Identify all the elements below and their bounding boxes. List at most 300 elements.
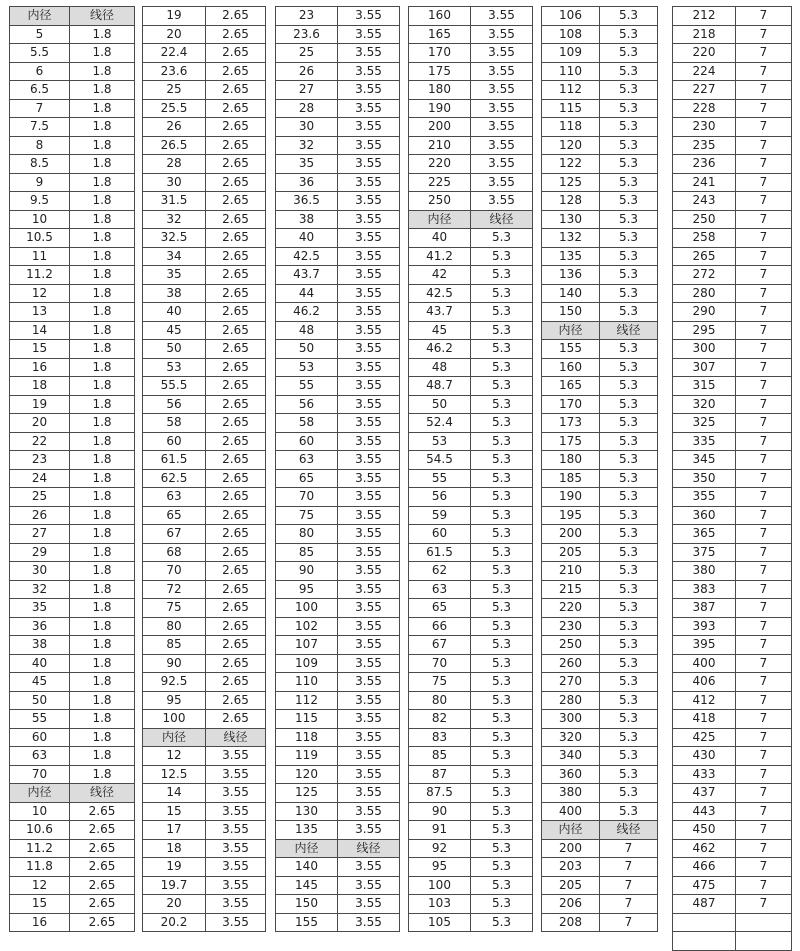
wire-diameter-cell: 5.3 — [600, 543, 658, 562]
table-row — [276, 562, 400, 581]
inner-diameter-cell: 23 — [276, 7, 338, 26]
wire-diameter-cell: 2.65 — [206, 99, 266, 118]
wire-diameter-cell: 2.65 — [206, 118, 266, 137]
table-row — [673, 728, 792, 747]
header-row — [542, 321, 658, 340]
inner-diameter-cell: 55 — [10, 710, 70, 729]
inner-diameter-cell: 375 — [673, 543, 736, 562]
wire-diameter-cell: 7 — [736, 636, 792, 655]
wire-diameter-cell: 3.55 — [471, 25, 533, 44]
inner-diameter-cell: 30 — [10, 562, 70, 581]
header-wire-diameter: 线径 — [70, 7, 135, 26]
inner-diameter-cell: 437 — [673, 784, 736, 803]
wire-diameter-cell: 1.8 — [70, 451, 135, 470]
inner-diameter-cell: 42.5 — [276, 247, 338, 266]
wire-diameter-cell: 7 — [736, 395, 792, 414]
table-row — [10, 469, 135, 488]
table-row — [542, 599, 658, 618]
wire-diameter-cell — [736, 913, 792, 932]
table-row — [276, 303, 400, 322]
header-wire-diameter: 线径 — [600, 321, 658, 340]
table-row — [673, 155, 792, 174]
wire-diameter-cell: 3.55 — [206, 839, 266, 858]
table-row — [542, 691, 658, 710]
table-row — [673, 488, 792, 507]
wire-diameter-cell: 1.8 — [70, 562, 135, 581]
table-row — [10, 580, 135, 599]
table-row — [276, 599, 400, 618]
table-row — [673, 617, 792, 636]
inner-diameter-cell: 67 — [409, 636, 471, 655]
wire-diameter-cell: 1.8 — [70, 303, 135, 322]
inner-diameter-cell: 60 — [409, 525, 471, 544]
inner-diameter-cell: 320 — [673, 395, 736, 414]
table-row — [276, 488, 400, 507]
table-row — [10, 654, 135, 673]
inner-diameter-cell: 10 — [10, 210, 70, 229]
inner-diameter-cell: 150 — [276, 895, 338, 914]
table-row — [409, 340, 533, 359]
inner-diameter-cell: 128 — [542, 192, 600, 211]
inner-diameter-cell: 280 — [673, 284, 736, 303]
header-inner-diameter: 内径 — [10, 784, 70, 803]
wire-diameter-cell: 5.3 — [600, 802, 658, 821]
table-row — [542, 654, 658, 673]
table-row — [409, 580, 533, 599]
table-row — [673, 747, 792, 766]
inner-diameter-cell: 100 — [143, 710, 206, 729]
wire-diameter-cell: 5.3 — [471, 784, 533, 803]
wire-diameter-cell: 7 — [736, 839, 792, 858]
inner-diameter-cell: 130 — [542, 210, 600, 229]
table-row — [143, 784, 266, 803]
wire-diameter-cell: 2.65 — [206, 173, 266, 192]
wire-diameter-cell: 5.3 — [471, 229, 533, 248]
inner-diameter-cell: 210 — [542, 562, 600, 581]
table-row — [542, 710, 658, 729]
table-row — [143, 155, 266, 174]
table-row — [673, 932, 792, 951]
inner-diameter-cell: 95 — [409, 858, 471, 877]
inner-diameter-cell: 136 — [542, 266, 600, 285]
inner-diameter-cell: 383 — [673, 580, 736, 599]
inner-diameter-cell: 87.5 — [409, 784, 471, 803]
wire-diameter-cell: 1.8 — [70, 654, 135, 673]
inner-diameter-cell: 425 — [673, 728, 736, 747]
wire-diameter-cell: 7 — [736, 247, 792, 266]
wire-diameter-cell: 7 — [736, 562, 792, 581]
wire-diameter-cell: 5.3 — [471, 728, 533, 747]
table-row — [409, 395, 533, 414]
wire-diameter-cell: 7 — [736, 858, 792, 877]
wire-diameter-cell: 5.3 — [600, 784, 658, 803]
wire-diameter-cell: 1.8 — [70, 284, 135, 303]
inner-diameter-cell: 54.5 — [409, 451, 471, 470]
table-row — [10, 876, 135, 895]
table-row — [10, 895, 135, 914]
inner-diameter-cell: 70 — [143, 562, 206, 581]
table-row — [276, 247, 400, 266]
table-row — [10, 858, 135, 877]
table-row — [10, 284, 135, 303]
table-row — [10, 414, 135, 433]
wire-diameter-cell: 5.3 — [471, 469, 533, 488]
table-row — [143, 488, 266, 507]
table-row — [143, 7, 266, 26]
wire-diameter-cell: 7 — [736, 821, 792, 840]
inner-diameter-cell: 205 — [542, 543, 600, 562]
header-row — [143, 728, 266, 747]
table-row — [673, 784, 792, 803]
wire-diameter-cell: 7 — [736, 44, 792, 63]
inner-diameter-cell: 95 — [276, 580, 338, 599]
table-row — [10, 210, 135, 229]
inner-diameter-cell: 290 — [673, 303, 736, 322]
inner-diameter-cell — [673, 913, 736, 932]
wire-diameter-cell: 5.3 — [600, 118, 658, 137]
inner-diameter-cell: 62.5 — [143, 469, 206, 488]
wire-diameter-cell: 7 — [736, 99, 792, 118]
wire-diameter-cell: 3.55 — [471, 44, 533, 63]
wire-diameter-cell: 7 — [736, 136, 792, 155]
inner-diameter-cell: 315 — [673, 377, 736, 396]
inner-diameter-cell: 65 — [409, 599, 471, 618]
wire-diameter-cell: 7 — [736, 118, 792, 137]
wire-diameter-cell: 5.3 — [600, 284, 658, 303]
table-row — [10, 229, 135, 248]
wire-diameter-cell: 3.55 — [338, 599, 400, 618]
inner-diameter-cell: 10.5 — [10, 229, 70, 248]
table-row — [143, 99, 266, 118]
wire-diameter-cell: 3.55 — [338, 673, 400, 692]
inner-diameter-cell: 265 — [673, 247, 736, 266]
wire-diameter-cell: 3.55 — [338, 62, 400, 81]
table-row — [143, 358, 266, 377]
inner-diameter-cell: 25 — [143, 81, 206, 100]
table-row — [542, 580, 658, 599]
wire-diameter-cell: 1.8 — [70, 155, 135, 174]
inner-diameter-cell: 118 — [276, 728, 338, 747]
wire-diameter-cell: 5.3 — [600, 562, 658, 581]
wire-diameter-cell: 1.8 — [70, 118, 135, 137]
inner-diameter-cell: 212 — [673, 7, 736, 26]
inner-diameter-cell: 241 — [673, 173, 736, 192]
wire-diameter-cell: 5.3 — [600, 599, 658, 618]
inner-diameter-cell: 85 — [409, 747, 471, 766]
inner-diameter-cell: 66 — [409, 617, 471, 636]
inner-diameter-cell: 225 — [409, 173, 471, 192]
inner-diameter-cell: 475 — [673, 876, 736, 895]
inner-diameter-cell: 28 — [143, 155, 206, 174]
inner-diameter-cell: 50 — [143, 340, 206, 359]
inner-diameter-cell: 7.5 — [10, 118, 70, 137]
wire-diameter-cell: 7 — [736, 284, 792, 303]
wire-diameter-cell: 1.8 — [70, 432, 135, 451]
inner-diameter-cell: 119 — [276, 747, 338, 766]
table-row — [276, 802, 400, 821]
table-row — [409, 691, 533, 710]
table-row — [409, 506, 533, 525]
inner-diameter-cell: 206 — [542, 895, 600, 914]
table-row — [409, 599, 533, 618]
inner-diameter-cell: 61.5 — [143, 451, 206, 470]
table-row — [542, 488, 658, 507]
table-row — [542, 44, 658, 63]
inner-diameter-cell: 19 — [143, 7, 206, 26]
table-row — [673, 229, 792, 248]
table-row — [542, 210, 658, 229]
inner-diameter-cell: 30 — [276, 118, 338, 137]
table-row — [276, 321, 400, 340]
wire-diameter-cell: 3.55 — [471, 118, 533, 137]
spec-column-1 — [9, 6, 135, 932]
table-row — [276, 636, 400, 655]
inner-diameter-cell: 340 — [542, 747, 600, 766]
inner-diameter-cell: 40 — [143, 303, 206, 322]
wire-diameter-cell: 3.55 — [338, 765, 400, 784]
table-row — [673, 858, 792, 877]
table-row — [542, 229, 658, 248]
table-row — [542, 377, 658, 396]
inner-diameter-cell: 60 — [10, 728, 70, 747]
wire-diameter-cell: 5.3 — [471, 710, 533, 729]
table-row — [409, 99, 533, 118]
table-row — [10, 155, 135, 174]
wire-diameter-cell: 3.55 — [338, 303, 400, 322]
table-row — [276, 525, 400, 544]
table-row — [10, 673, 135, 692]
inner-diameter-cell: 36.5 — [276, 192, 338, 211]
table-row — [10, 266, 135, 285]
inner-diameter-cell: 12 — [143, 747, 206, 766]
inner-diameter-cell: 380 — [542, 784, 600, 803]
table-row — [10, 358, 135, 377]
wire-diameter-cell: 2.65 — [206, 451, 266, 470]
table-row — [276, 858, 400, 877]
table-row — [276, 81, 400, 100]
table-row — [276, 747, 400, 766]
wire-diameter-cell: 5.3 — [471, 802, 533, 821]
wire-diameter-cell: 2.65 — [206, 247, 266, 266]
table-row — [673, 765, 792, 784]
table-row — [409, 81, 533, 100]
wire-diameter-cell: 5.3 — [600, 451, 658, 470]
table-row — [542, 395, 658, 414]
table-row — [143, 229, 266, 248]
table-row — [276, 414, 400, 433]
table-row — [276, 266, 400, 285]
table-row — [10, 562, 135, 581]
wire-diameter-cell: 2.65 — [206, 580, 266, 599]
wire-diameter-cell: 3.55 — [338, 876, 400, 895]
inner-diameter-cell: 11 — [10, 247, 70, 266]
table-row — [276, 432, 400, 451]
header-row — [542, 821, 658, 840]
table-row — [673, 821, 792, 840]
inner-diameter-cell: 34 — [143, 247, 206, 266]
table-row — [409, 784, 533, 803]
inner-diameter-cell: 23.6 — [143, 62, 206, 81]
wire-diameter-cell: 2.65 — [206, 62, 266, 81]
wire-diameter-cell: 5.3 — [600, 488, 658, 507]
inner-diameter-cell: 85 — [276, 543, 338, 562]
table-row — [542, 636, 658, 655]
wire-diameter-cell: 5.3 — [471, 303, 533, 322]
wire-diameter-cell: 2.65 — [206, 321, 266, 340]
table-row — [673, 895, 792, 914]
wire-diameter-cell: 1.8 — [70, 62, 135, 81]
inner-diameter-cell: 180 — [409, 81, 471, 100]
wire-diameter-cell: 3.55 — [338, 543, 400, 562]
wire-diameter-cell: 7 — [736, 599, 792, 618]
wire-diameter-cell: 5.3 — [600, 395, 658, 414]
wire-diameter-cell: 5.3 — [471, 525, 533, 544]
table-row — [10, 599, 135, 618]
table-row — [542, 266, 658, 285]
inner-diameter-cell: 18 — [10, 377, 70, 396]
wire-diameter-cell: 5.3 — [600, 303, 658, 322]
wire-diameter-cell: 5.3 — [471, 673, 533, 692]
inner-diameter-cell: 56 — [276, 395, 338, 414]
wire-diameter-cell: 3.55 — [338, 377, 400, 396]
inner-diameter-cell: 230 — [542, 617, 600, 636]
inner-diameter-cell: 110 — [542, 62, 600, 81]
table-row — [10, 192, 135, 211]
table-row — [542, 451, 658, 470]
wire-diameter-cell: 1.8 — [70, 636, 135, 655]
inner-diameter-cell: 5 — [10, 25, 70, 44]
table-row — [542, 173, 658, 192]
wire-diameter-cell: 5.3 — [471, 266, 533, 285]
wire-diameter-cell: 2.65 — [206, 266, 266, 285]
wire-diameter-cell: 7 — [736, 654, 792, 673]
wire-diameter-cell: 2.65 — [70, 802, 135, 821]
inner-diameter-cell: 12 — [10, 284, 70, 303]
table-row — [542, 747, 658, 766]
wire-diameter-cell: 3.55 — [338, 858, 400, 877]
table-row — [542, 913, 658, 932]
table-row — [10, 340, 135, 359]
table-row — [542, 469, 658, 488]
inner-diameter-cell: 45 — [143, 321, 206, 340]
table-row — [143, 913, 266, 932]
inner-diameter-cell: 130 — [276, 802, 338, 821]
inner-diameter-cell: 236 — [673, 155, 736, 174]
inner-diameter-cell: 42.5 — [409, 284, 471, 303]
table-row — [673, 81, 792, 100]
table-row — [143, 451, 266, 470]
table-row — [143, 395, 266, 414]
inner-diameter-cell: 6 — [10, 62, 70, 81]
table-row — [409, 229, 533, 248]
inner-diameter-cell: 91 — [409, 821, 471, 840]
table-row — [673, 62, 792, 81]
wire-diameter-cell: 1.8 — [70, 765, 135, 784]
table-row — [542, 303, 658, 322]
inner-diameter-cell: 55.5 — [143, 377, 206, 396]
table-row — [409, 543, 533, 562]
inner-diameter-cell: 24 — [10, 469, 70, 488]
table-row — [542, 543, 658, 562]
inner-diameter-cell: 258 — [673, 229, 736, 248]
table-row — [409, 118, 533, 137]
table-row — [673, 636, 792, 655]
wire-diameter-cell: 3.55 — [338, 580, 400, 599]
inner-diameter-cell: 220 — [673, 44, 736, 63]
table-row — [542, 506, 658, 525]
table-row — [409, 821, 533, 840]
table-row — [409, 765, 533, 784]
table-row — [10, 839, 135, 858]
table-row — [143, 173, 266, 192]
inner-diameter-cell: 11.8 — [10, 858, 70, 877]
wire-diameter-cell: 2.65 — [206, 340, 266, 359]
table-row — [143, 895, 266, 914]
table-row — [673, 321, 792, 340]
inner-diameter-cell: 150 — [542, 303, 600, 322]
table-row — [143, 839, 266, 858]
wire-diameter-cell: 5.3 — [471, 562, 533, 581]
table-row — [276, 821, 400, 840]
inner-diameter-cell: 15 — [10, 340, 70, 359]
wire-diameter-cell: 3.55 — [206, 765, 266, 784]
table-row — [409, 876, 533, 895]
wire-diameter-cell: 5.3 — [471, 358, 533, 377]
inner-diameter-cell: 50 — [409, 395, 471, 414]
inner-diameter-cell: 155 — [276, 913, 338, 932]
wire-diameter-cell: 7 — [736, 617, 792, 636]
wire-diameter-cell: 7 — [600, 913, 658, 932]
table-row — [276, 673, 400, 692]
table-row — [409, 562, 533, 581]
table-row — [276, 395, 400, 414]
wire-diameter-cell: 7 — [600, 839, 658, 858]
table-row — [542, 81, 658, 100]
wire-diameter-cell: 5.3 — [471, 451, 533, 470]
wire-diameter-cell: 2.65 — [206, 636, 266, 655]
table-row — [10, 136, 135, 155]
wire-diameter-cell: 3.55 — [338, 784, 400, 803]
wire-diameter-cell: 7 — [736, 358, 792, 377]
wire-diameter-cell: 2.65 — [206, 654, 266, 673]
table-row — [276, 691, 400, 710]
wire-diameter-cell: 7 — [736, 432, 792, 451]
inner-diameter-cell: 18 — [143, 839, 206, 858]
wire-diameter-cell: 7 — [736, 543, 792, 562]
inner-diameter-cell: 43.7 — [409, 303, 471, 322]
table-row — [143, 469, 266, 488]
table-row — [409, 321, 533, 340]
wire-diameter-cell: 2.65 — [206, 284, 266, 303]
table-row — [409, 173, 533, 192]
wire-diameter-cell: 7 — [736, 765, 792, 784]
inner-diameter-cell: 82 — [409, 710, 471, 729]
inner-diameter-cell: 36 — [10, 617, 70, 636]
table-row — [673, 414, 792, 433]
inner-diameter-cell: 412 — [673, 691, 736, 710]
inner-diameter-cell: 61.5 — [409, 543, 471, 562]
wire-diameter-cell: 7 — [736, 673, 792, 692]
table-row — [409, 728, 533, 747]
table-row — [409, 673, 533, 692]
wire-diameter-cell: 7 — [736, 25, 792, 44]
wire-diameter-cell: 3.55 — [338, 247, 400, 266]
table-row — [276, 469, 400, 488]
header-inner-diameter: 内径 — [542, 821, 600, 840]
wire-diameter-cell: 7 — [736, 488, 792, 507]
table-row — [409, 895, 533, 914]
table-row — [542, 62, 658, 81]
